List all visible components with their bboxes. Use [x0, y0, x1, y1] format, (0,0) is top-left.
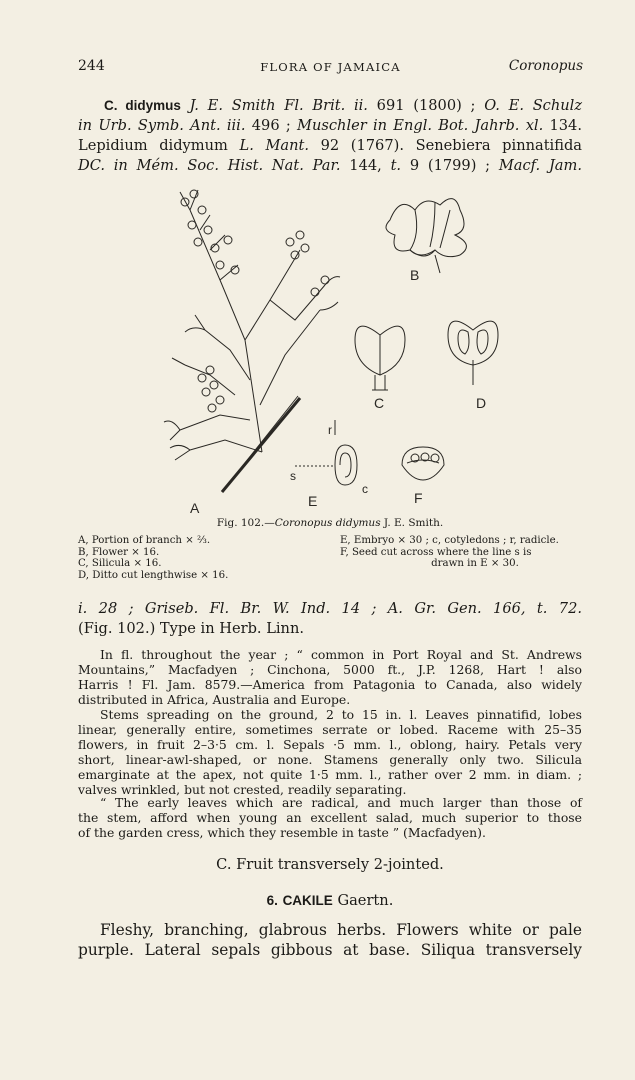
citation-text: 496 ;: [245, 117, 298, 134]
key-line: C. Fruit transversely 2-jointed.: [216, 856, 444, 873]
citation-continued: [78, 599, 582, 639]
citation-text: 9 (1799) ;: [401, 157, 499, 174]
text-line: distributed in Africa, Australia and Europe.: [78, 692, 351, 707]
citation-text: DC. in Mém. Soc. Hist. Nat. Par.: [78, 157, 341, 174]
legend-right: [340, 535, 582, 570]
text-line: the stem, afford when young an excellent salad, much superior to those: [78, 810, 582, 825]
genus-description: [78, 920, 582, 960]
embryo-drawing-e: [295, 420, 357, 485]
text-line: Mountains,” Macfadyen ; Cinchona, 5000 ft., J.P. 1268, Hart ! also: [78, 662, 582, 677]
text-line: of the garden cress, which they resemble in taste ” (Macfadyen).: [78, 825, 486, 840]
genus-author: Gaertn.: [337, 892, 394, 909]
legend-item: C, Silicula × 16.: [78, 558, 162, 569]
citation-line: i. 28 ; Griseb. Fl. Br. W. Ind. 14 ; A. Gr. Gen. 166, t. 72.: [78, 600, 582, 617]
text-line: flowers, in fruit 2–3·5 cm. l. Sepals ·5 mm. l., oblong, hairy. Petals very: [78, 737, 582, 752]
figure-label-a: A: [190, 500, 200, 516]
running-header: [78, 58, 583, 78]
text-line: short, linear-awl-shaped, or none. Stamens generally only two. Silicula: [78, 752, 582, 767]
botanical-illustration: [150, 180, 500, 520]
text-line: Stems spreading on the ground, 2 to 15 in. l. Leaves pinnatifid, lobes: [100, 707, 582, 722]
branch-drawing-a: [164, 190, 340, 492]
text-line: linear, generally entire, sometimes serrate or lobed. Raceme with 25–35: [78, 722, 582, 737]
flower-drawing-b: [386, 199, 466, 273]
citation-line: [78, 136, 582, 156]
citation-text: L. Mant.: [239, 137, 309, 154]
text-line: “ The early leaves which are radical, and much larger than those of: [100, 795, 582, 810]
figure-label-b: B: [410, 267, 420, 283]
caption-species: Coronopus didymus: [274, 517, 381, 529]
citation-text: t.: [390, 157, 402, 174]
figure-label-c-small: c: [362, 482, 368, 496]
figure-label-e: E: [308, 493, 318, 509]
figure-label-d: D: [476, 395, 487, 411]
citation-text: in Urb. Symb. Ant. iii.: [78, 117, 246, 134]
citation-text: Lepidium didymum: [78, 137, 240, 154]
text-line: purple. Lateral sepals gibbous at base. Siliqua transversely: [78, 941, 582, 959]
citation-text: Muschler in Engl. Bot. Jahrb. xl.: [297, 117, 544, 134]
text-line: Fleshy, branching, glabrous herbs. Flowers white or pale: [100, 921, 582, 939]
citation-text: Macf. Jam.: [498, 157, 582, 174]
figure-label-r: r: [328, 423, 332, 437]
legend-item: drawn in E × 30.: [431, 558, 519, 569]
figure-label-c: C: [374, 395, 385, 411]
text-line: emarginate at the apex, not quite 1·5 mm. l., rather over 2 mm. in diam. ;: [78, 767, 582, 782]
silicula-section-d: [448, 321, 498, 385]
quote-paragraph: [78, 795, 582, 840]
silicula-drawing-c: [355, 326, 405, 390]
header-genus: Coronopus: [508, 58, 583, 74]
figure-label-f: F: [414, 490, 423, 506]
illustration-svg: [150, 180, 500, 520]
page-number: 244: [78, 58, 105, 74]
citation-text: 691 (1800) ;: [367, 97, 485, 114]
running-title: FLORA OF JAMAICA: [260, 60, 401, 74]
figure-caption: [78, 517, 582, 529]
text-line: In fl. throughout the year ; “ common in Port Royal and St. Andrews: [100, 647, 582, 662]
citation-text: 92 (1767). Senebiera pinnatifida: [309, 137, 583, 154]
citation-line: [78, 156, 582, 176]
seed-section-f: [402, 447, 444, 480]
text-line: Harris ! Fl. Jam. 8579.—America from Patagonia to Canada, also widely: [78, 677, 582, 692]
citation-line: (Fig. 102.) Type in Herb. Linn.: [78, 620, 304, 637]
figure-label-s: s: [290, 469, 296, 483]
genus-name: CAKILE: [282, 893, 333, 908]
legend-item: D, Ditto cut lengthwise × 16.: [78, 569, 229, 581]
species-citation: [78, 96, 582, 176]
legend-left: [78, 535, 328, 581]
citation-text: 134.: [543, 117, 582, 134]
morphology-paragraph: [78, 707, 582, 797]
legend-item: B, Flower × 16.: [78, 546, 160, 558]
citation-text: J. E. Smith Fl. Brit. ii.: [189, 97, 368, 114]
caption-prefix: Fig. 102.—: [216, 517, 275, 529]
citation-text: O. E. Schulz: [484, 97, 583, 114]
legend-item: A, Portion of branch × ⅔.: [78, 535, 211, 546]
citation-line: [78, 96, 582, 116]
citation-line: [78, 116, 582, 136]
species-name: C. didymus: [104, 98, 181, 113]
legend-item: F, Seed cut across where the line s is: [340, 546, 532, 558]
legend-item: E, Embryo × 30 ; c, cotyledons ; r, radicle.: [340, 535, 559, 546]
genus-number: 6.: [266, 893, 278, 908]
citation-text: 144,: [340, 157, 391, 174]
genus-heading: [78, 892, 582, 909]
text-line: valves wrinkled, but not crested, readily separating.: [78, 782, 407, 797]
distribution-paragraph: [78, 647, 582, 707]
caption-author: J. E. Smith.: [380, 517, 444, 529]
